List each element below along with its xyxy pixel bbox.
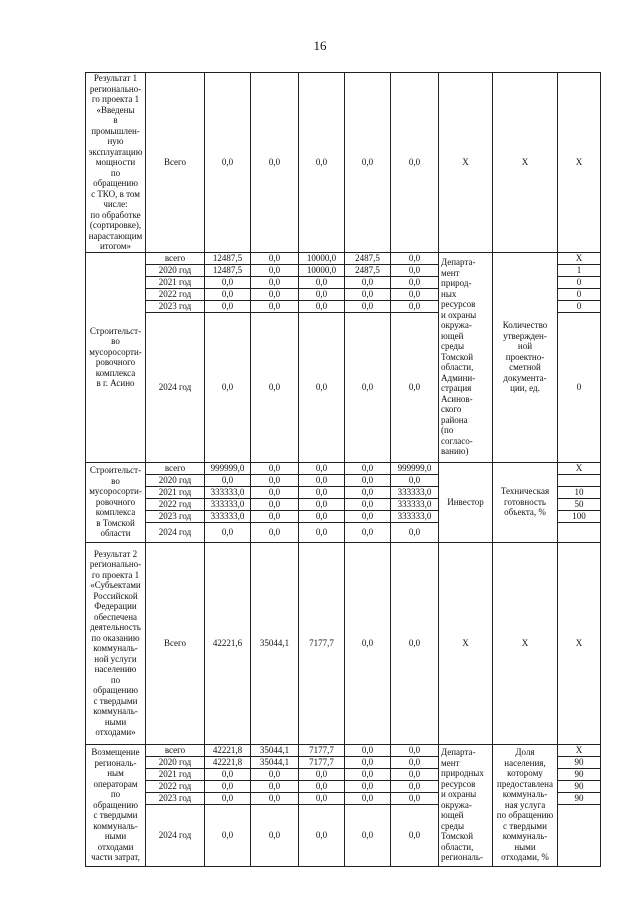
- period-cell: всего: [146, 744, 205, 756]
- target-cell: X: [558, 744, 601, 756]
- target-cell: 10: [558, 486, 601, 498]
- indicator-cell: Доля населения, которому предоставлена коммуналь- ная услуга по обращению с твердыми коммуналь- ными отходами, %: [493, 744, 558, 866]
- value-cell: 10000,0: [299, 252, 345, 264]
- event-name: Строительст- во мусоросорти- ровочного комплекса в Томской области: [86, 462, 146, 542]
- value-cell: 0,0: [299, 780, 345, 792]
- value-cell: 0,0: [391, 276, 439, 288]
- value-cell: 0,0: [205, 804, 251, 866]
- value-cell: 333333,0: [391, 486, 439, 498]
- value-cell: 0,0: [345, 474, 391, 486]
- value-cell: 0,0: [391, 312, 439, 462]
- value-cell: 0,0: [205, 300, 251, 312]
- value-cell: 42221,8: [205, 756, 251, 768]
- value-cell: 0,0: [391, 804, 439, 866]
- target-cell: [558, 804, 601, 866]
- value-cell: 0,0: [391, 522, 439, 542]
- executor-cell: Департа- мент природ- ных ресурсов и охраны окружа- ющей среды Томской области, Админи- страция Асинов- ского района (по согласо- ванию): [439, 252, 493, 462]
- target-cell: 90: [558, 756, 601, 768]
- period-cell: 2023 год: [146, 510, 205, 522]
- value-cell: 0,0: [345, 542, 391, 744]
- value-cell: 0,0: [345, 768, 391, 780]
- value-cell: 0,0: [299, 462, 345, 474]
- value-cell: 12487,5: [205, 252, 251, 264]
- value-cell: 0,0: [251, 780, 299, 792]
- event-name: Результат 2 регионально- го проекта 1 «Субъектами Российской Федерации обеспечена деятельность по оказанию коммуналь- ной услуги населению по обращению с твердыми коммуналь- ными отходами»: [86, 542, 146, 744]
- period-cell: Всего: [146, 542, 205, 744]
- value-cell: 0,0: [345, 498, 391, 510]
- value-cell: 0,0: [205, 73, 251, 253]
- x-mark: X: [558, 73, 601, 253]
- period-cell: 2020 год: [146, 756, 205, 768]
- period-cell: всего: [146, 252, 205, 264]
- period-cell: 2020 год: [146, 264, 205, 276]
- period-cell: 2022 год: [146, 498, 205, 510]
- value-cell: 0,0: [345, 300, 391, 312]
- value-cell: 0,0: [251, 792, 299, 804]
- value-cell: 0,0: [251, 510, 299, 522]
- value-cell: 0,0: [391, 252, 439, 264]
- x-mark: X: [558, 542, 601, 744]
- value-cell: 0,0: [299, 474, 345, 486]
- value-cell: 333333,0: [205, 486, 251, 498]
- value-cell: 0,0: [299, 300, 345, 312]
- value-cell: 0,0: [251, 462, 299, 474]
- value-cell: 0,0: [345, 462, 391, 474]
- value-cell: 0,0: [391, 288, 439, 300]
- target-cell: 0: [558, 276, 601, 288]
- value-cell: 0,0: [345, 756, 391, 768]
- value-cell: 2487,5: [345, 264, 391, 276]
- period-cell: 2020 год: [146, 474, 205, 486]
- value-cell: 35044,1: [251, 542, 299, 744]
- value-cell: 0,0: [299, 498, 345, 510]
- value-cell: 0,0: [205, 474, 251, 486]
- period-cell: 2021 год: [146, 486, 205, 498]
- value-cell: 0,0: [299, 288, 345, 300]
- value-cell: 0,0: [391, 300, 439, 312]
- period-cell: 2021 год: [146, 768, 205, 780]
- value-cell: 0,0: [205, 312, 251, 462]
- program-table: [85, 72, 601, 867]
- event-name: Возмещение региональ- ным операторам по обращению с твердыми коммуналь- ными отходами части затрат,: [86, 744, 146, 866]
- executor-cell: Департа- мент природных ресурсов и охраны окружа- ющей среды Томской области, региональ-: [439, 744, 493, 866]
- value-cell: 2487,5: [345, 252, 391, 264]
- value-cell: 0,0: [251, 522, 299, 542]
- x-mark: X: [439, 542, 493, 744]
- value-cell: 0,0: [345, 522, 391, 542]
- target-cell: X: [558, 462, 601, 474]
- value-cell: 0,0: [251, 486, 299, 498]
- x-mark: X: [439, 73, 493, 253]
- value-cell: 0,0: [205, 792, 251, 804]
- value-cell: 0,0: [205, 276, 251, 288]
- target-cell: 90: [558, 792, 601, 804]
- target-cell: 50: [558, 498, 601, 510]
- value-cell: 0,0: [345, 288, 391, 300]
- target-cell: 100: [558, 510, 601, 522]
- table-row: [86, 73, 601, 253]
- value-cell: 0,0: [299, 804, 345, 866]
- indicator-cell: Техническая готовность объекта, %: [493, 462, 558, 542]
- target-cell: 1: [558, 264, 601, 276]
- target-cell: 90: [558, 768, 601, 780]
- value-cell: 333333,0: [391, 498, 439, 510]
- page-number: 16: [313, 38, 327, 53]
- value-cell: 0,0: [391, 73, 439, 253]
- value-cell: 0,0: [391, 542, 439, 744]
- executor-cell: Инвестор: [439, 462, 493, 542]
- value-cell: 0,0: [391, 474, 439, 486]
- value-cell: 0,0: [299, 73, 345, 253]
- value-cell: 0,0: [391, 780, 439, 792]
- table-row: [86, 542, 601, 744]
- value-cell: 333333,0: [205, 510, 251, 522]
- value-cell: 0,0: [299, 792, 345, 804]
- value-cell: 0,0: [391, 792, 439, 804]
- value-cell: 0,0: [345, 276, 391, 288]
- period-cell: 2024 год: [146, 522, 205, 542]
- target-cell: 0: [558, 288, 601, 300]
- value-cell: 0,0: [251, 498, 299, 510]
- value-cell: 0,0: [251, 73, 299, 253]
- value-cell: 12487,5: [205, 264, 251, 276]
- value-cell: 0,0: [251, 804, 299, 866]
- value-cell: 0,0: [205, 780, 251, 792]
- value-cell: 0,0: [251, 264, 299, 276]
- x-mark: X: [493, 542, 558, 744]
- table-row: [86, 744, 601, 756]
- value-cell: 7177,7: [299, 744, 345, 756]
- target-cell: X: [558, 252, 601, 264]
- value-cell: 999999,0: [205, 462, 251, 474]
- value-cell: 0,0: [251, 474, 299, 486]
- value-cell: 333333,0: [205, 498, 251, 510]
- period-cell: 2023 год: [146, 792, 205, 804]
- value-cell: 42221,6: [205, 542, 251, 744]
- value-cell: 0,0: [391, 744, 439, 756]
- value-cell: 0,0: [299, 522, 345, 542]
- value-cell: 42221,8: [205, 744, 251, 756]
- value-cell: 0,0: [345, 486, 391, 498]
- period-cell: 2021 год: [146, 276, 205, 288]
- table-row: [86, 462, 601, 474]
- target-cell: [558, 474, 601, 486]
- value-cell: 0,0: [299, 312, 345, 462]
- value-cell: 0,0: [251, 276, 299, 288]
- value-cell: 35044,1: [251, 744, 299, 756]
- value-cell: 0,0: [391, 264, 439, 276]
- x-mark: X: [493, 73, 558, 253]
- indicator-cell: Количество утвержден- ной проектно- сметной документа- ции, ед.: [493, 252, 558, 462]
- value-cell: 0,0: [345, 73, 391, 253]
- period-cell: 2022 год: [146, 780, 205, 792]
- value-cell: 7177,7: [299, 542, 345, 744]
- value-cell: 333333,0: [391, 510, 439, 522]
- value-cell: 0,0: [205, 288, 251, 300]
- event-name: Строительст- во мусоросорти- ровочного комплекса в г. Асино: [86, 252, 146, 462]
- value-cell: 35044,1: [251, 756, 299, 768]
- target-cell: 0: [558, 312, 601, 462]
- value-cell: 0,0: [345, 780, 391, 792]
- event-name: Результат 1 регионально- го проекта 1 «Введены в промышлен- ную эксплуатацию мощности по обращению с ТКО, в том числе: по обработке (сортировке), нарастающим итогом»: [86, 73, 146, 253]
- value-cell: 0,0: [299, 276, 345, 288]
- value-cell: 0,0: [299, 768, 345, 780]
- value-cell: 0,0: [205, 768, 251, 780]
- value-cell: 0,0: [251, 312, 299, 462]
- value-cell: 0,0: [251, 768, 299, 780]
- value-cell: 0,0: [251, 288, 299, 300]
- value-cell: 0,0: [299, 486, 345, 498]
- period-cell: Всего: [146, 73, 205, 253]
- period-cell: 2024 год: [146, 804, 205, 866]
- value-cell: 10000,0: [299, 264, 345, 276]
- value-cell: 7177,7: [299, 756, 345, 768]
- period-cell: всего: [146, 462, 205, 474]
- value-cell: 0,0: [251, 300, 299, 312]
- target-cell: [558, 522, 601, 542]
- value-cell: 0,0: [299, 510, 345, 522]
- value-cell: 0,0: [391, 768, 439, 780]
- value-cell: 999999,0: [391, 462, 439, 474]
- value-cell: 0,0: [205, 522, 251, 542]
- value-cell: 0,0: [345, 510, 391, 522]
- table-row: [86, 252, 601, 264]
- value-cell: 0,0: [345, 312, 391, 462]
- value-cell: 0,0: [345, 804, 391, 866]
- value-cell: 0,0: [345, 744, 391, 756]
- target-cell: 90: [558, 780, 601, 792]
- period-cell: 2022 год: [146, 288, 205, 300]
- target-cell: 0: [558, 300, 601, 312]
- period-cell: 2024 год: [146, 312, 205, 462]
- period-cell: 2023 год: [146, 300, 205, 312]
- value-cell: 0,0: [345, 792, 391, 804]
- value-cell: 0,0: [391, 756, 439, 768]
- value-cell: 0,0: [251, 252, 299, 264]
